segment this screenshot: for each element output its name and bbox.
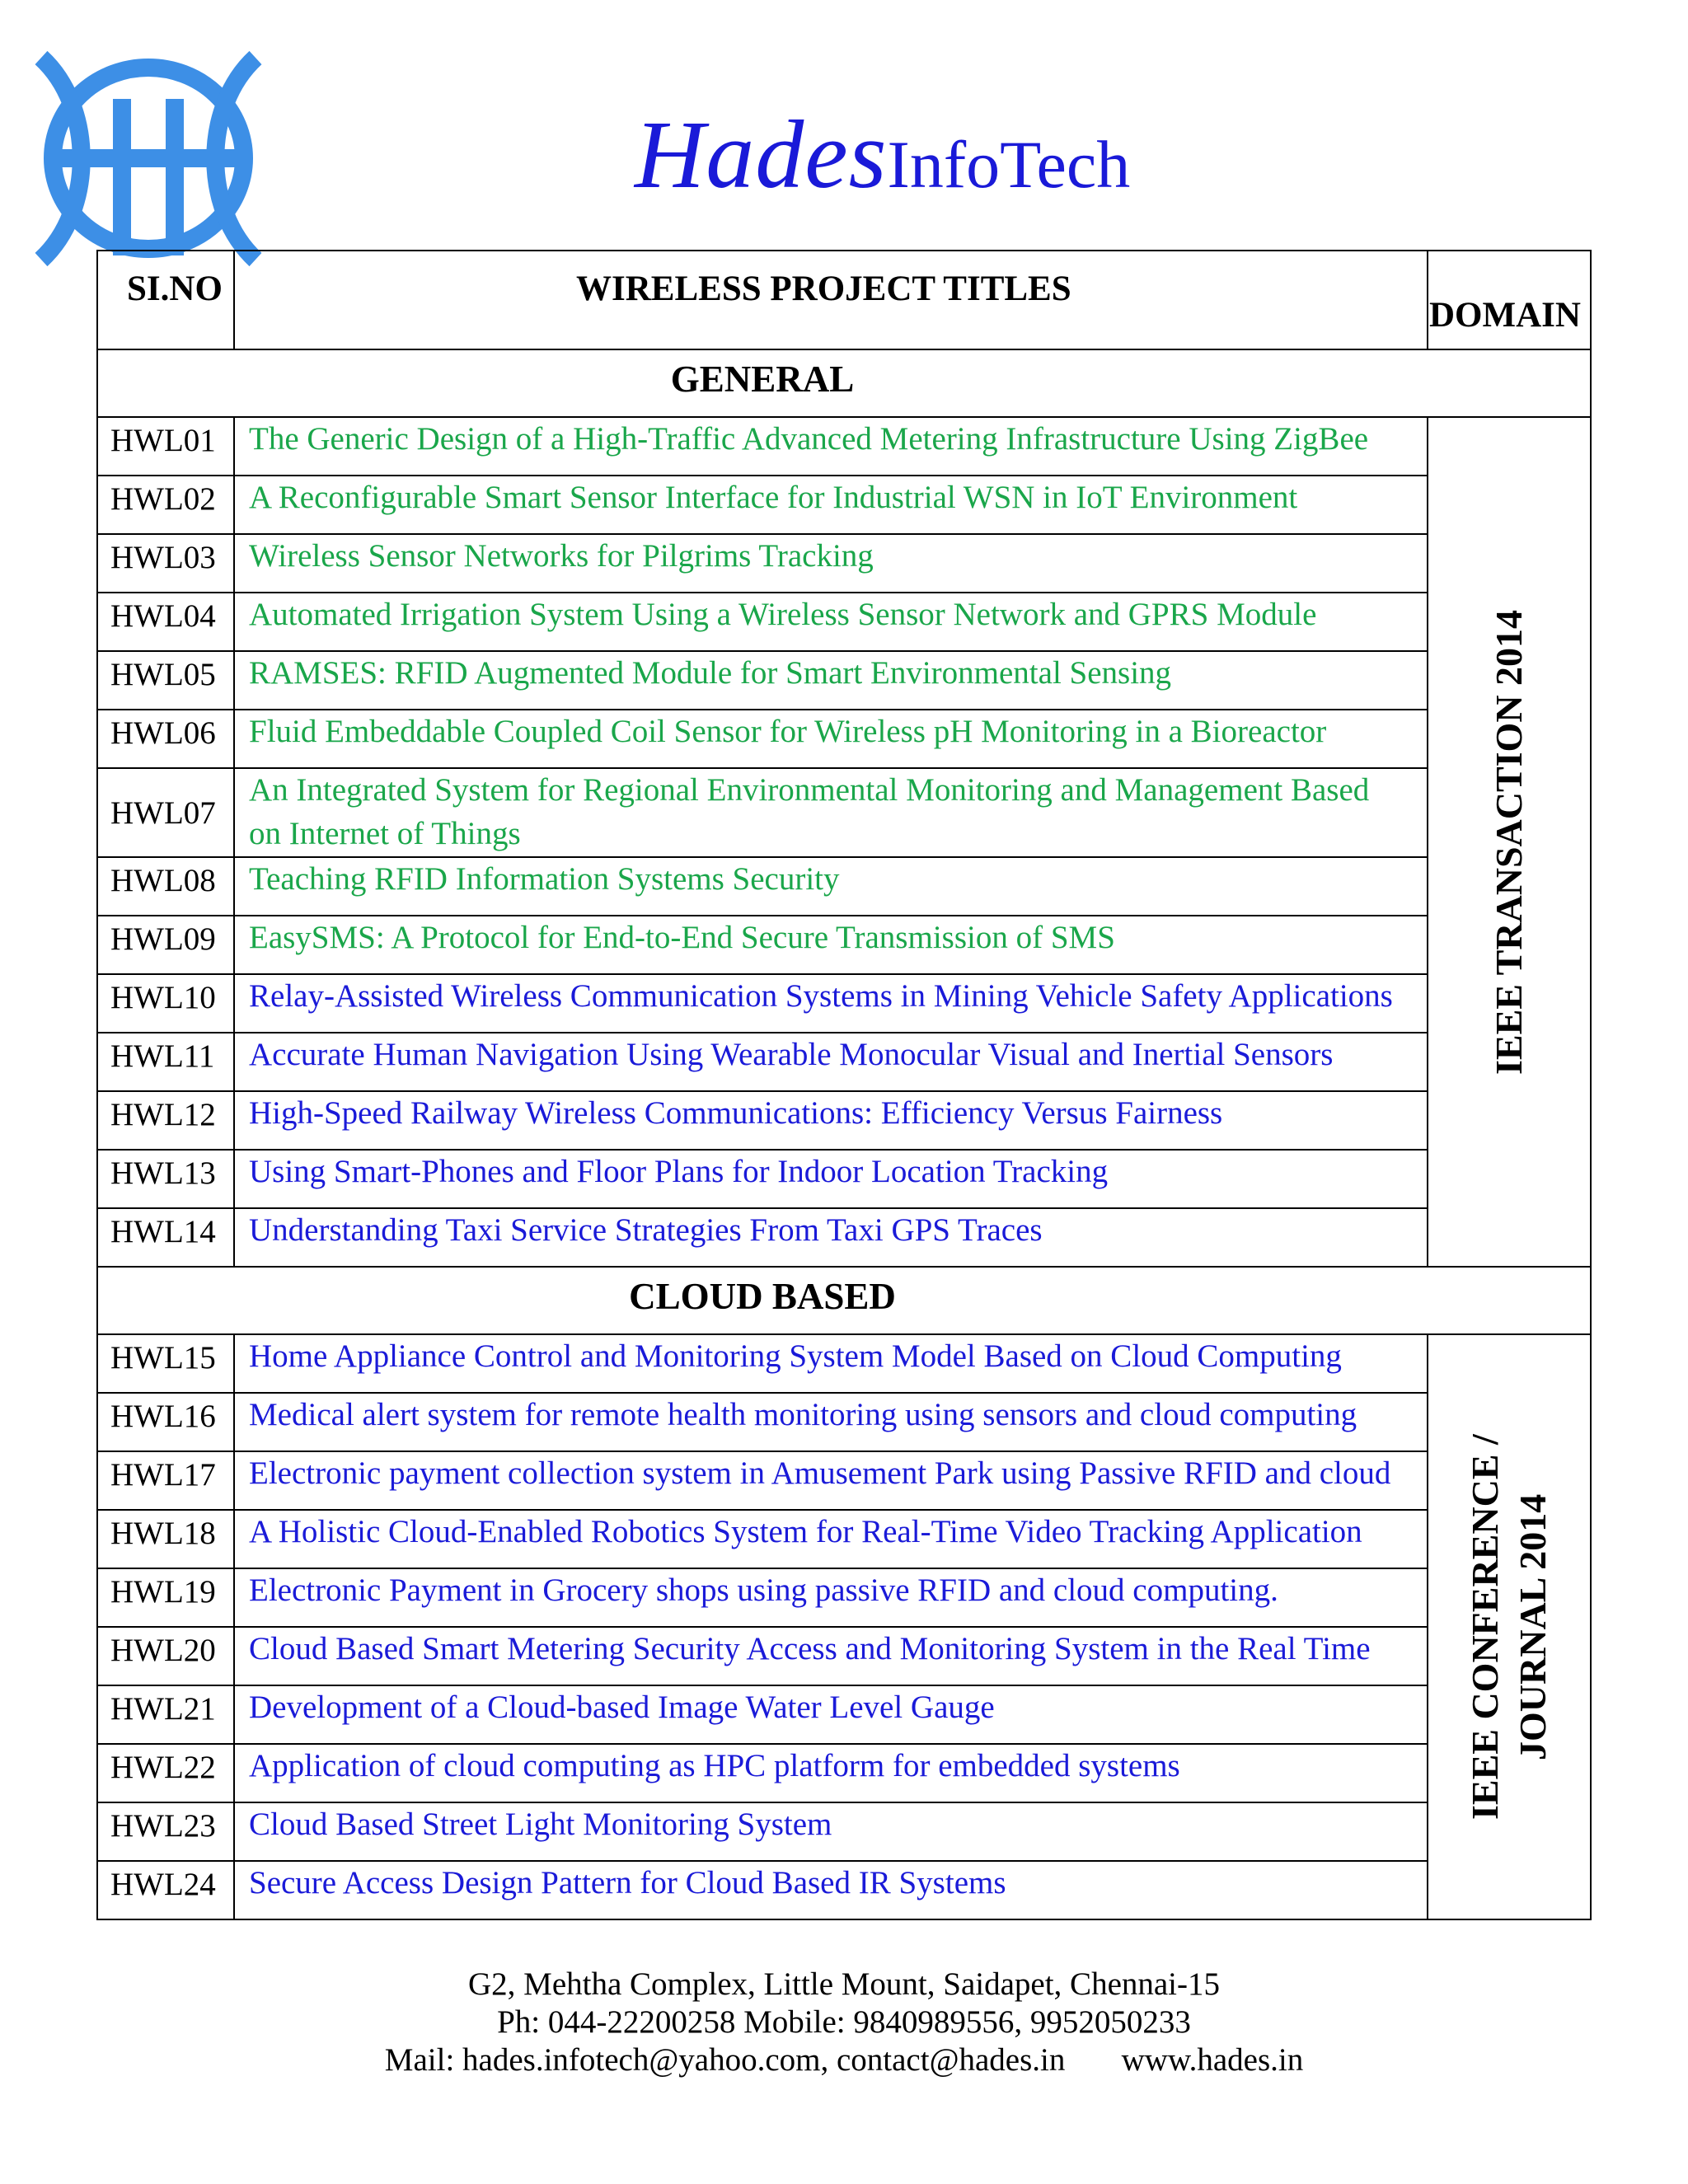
domain-label: IEEE CONFERENCE / <box>1464 1434 1506 1820</box>
domain-label: JOURNAL 2014 <box>1512 1493 1554 1760</box>
project-id: HWL22 <box>110 1750 216 1785</box>
footer-mail: Mail: hades.infotech@yahoo.com, contact@hades.in www.hades.in <box>384 2042 1304 2078</box>
project-title: The Generic Design of a High-Traffic Advanced Metering Infrastructure Using ZigBee <box>249 421 1369 457</box>
project-title: RAMSES: RFID Augmented Module for Smart Environmental Sensing <box>249 655 1172 691</box>
project-id: HWL17 <box>110 1457 216 1493</box>
project-title: Using Smart-Phones and Floor Plans for Indoor Location Tracking <box>249 1154 1109 1189</box>
project-id: HWL19 <box>110 1574 216 1610</box>
project-title: Teaching RFID Information Systems Security <box>249 861 840 897</box>
project-id: HWL04 <box>110 598 216 634</box>
hades-logo <box>33 49 264 268</box>
project-title: Medical alert system for remote health monitoring using sensors and cloud computing <box>249 1397 1357 1432</box>
section-heading: GENERAL <box>670 359 855 400</box>
domain-cell <box>1427 1333 1592 1920</box>
header-titles: WIRELESS PROJECT TITLES <box>576 269 1071 308</box>
project-id: HWL15 <box>110 1340 216 1376</box>
project-title: A Reconfigurable Smart Sensor Interface for Industrial WSN in IoT Environment <box>249 480 1298 515</box>
project-id: HWL03 <box>110 540 216 575</box>
project-title: Cloud Based Smart Metering Security Access and Monitoring System in the Real Time <box>249 1631 1371 1666</box>
project-id: HWL01 <box>110 423 216 458</box>
project-id: HWL12 <box>110 1097 216 1132</box>
domain-label: IEEE TRANSACTION 2014 <box>1488 609 1530 1075</box>
project-id: HWL13 <box>110 1155 216 1191</box>
project-id: HWL06 <box>110 715 216 751</box>
project-id: HWL02 <box>110 481 216 517</box>
project-title: Fluid Embeddable Coupled Coil Sensor for Wireless pH Monitoring in a Bioreactor <box>249 714 1327 749</box>
contact-footer <box>0 1966 1688 2079</box>
project-title: Understanding Taxi Service Strategies From Taxi GPS Traces <box>249 1212 1043 1248</box>
brand-title <box>635 99 1130 211</box>
header-sino: SI.NO <box>127 269 223 308</box>
project-id: HWL09 <box>110 921 216 957</box>
project-id: HWL16 <box>110 1399 216 1434</box>
project-id: HWL23 <box>110 1808 216 1844</box>
project-title: Cloud Based Street Light Monitoring System <box>249 1807 832 1842</box>
project-title: Application of cloud computing as HPC platform for embedded systems <box>249 1748 1180 1783</box>
project-title: High-Speed Railway Wireless Communications: Efficiency Versus Fairness <box>249 1095 1223 1131</box>
project-title: Home Appliance Control and Monitoring System Model Based on Cloud Computing <box>249 1338 1342 1374</box>
project-title: Development of a Cloud-based Image Water Level Gauge <box>249 1690 995 1725</box>
brand-name-script: Hades <box>635 101 888 209</box>
project-title: Electronic Payment in Grocery shops using passive RFID and cloud computing. <box>249 1572 1278 1608</box>
footer-phone: Ph: 044-22200258 Mobile: 9840989556, 9952050233 <box>497 2004 1191 2040</box>
footer-address: G2, Mehtha Complex, Little Mount, Saidapet, Chennai-15 <box>467 1966 1221 2002</box>
project-id: HWL14 <box>110 1214 216 1249</box>
project-title: A Holistic Cloud-Enabled Robotics System for Real-Time Video Tracking Application <box>249 1514 1362 1549</box>
project-id: HWL20 <box>110 1633 216 1668</box>
project-title: An Integrated System for Regional Environmental Monitoring and Management Based <box>249 772 1370 808</box>
project-id: HWL05 <box>110 657 216 692</box>
project-title: Electronic payment collection system in Amusement Park using Passive RFID and cloud <box>249 1455 1391 1491</box>
project-id: HWL08 <box>110 863 216 898</box>
project-id: HWL11 <box>110 1038 215 1074</box>
project-title: Secure Access Design Pattern for Cloud Based IR Systems <box>249 1865 1006 1900</box>
project-id: HWL10 <box>110 980 216 1015</box>
project-title: EasySMS: A Protocol for End-to-End Secure Transmission of SMS <box>249 920 1115 955</box>
project-title: Relay-Assisted Wireless Communication Systems in Mining Vehicle Safety Applications <box>249 978 1393 1014</box>
project-id: HWL24 <box>110 1867 216 1902</box>
project-id: HWL21 <box>110 1691 216 1727</box>
section-heading: CLOUD BASED <box>629 1276 896 1317</box>
header-domain: DOMAIN <box>1429 296 1581 335</box>
project-title: Wireless Sensor Networks for Pilgrims Tracking <box>249 538 874 574</box>
project-id: HWL18 <box>110 1516 216 1551</box>
project-titles-table <box>97 251 1591 1920</box>
project-title-continued: on Internet of Things <box>249 816 521 851</box>
brand-name-plain: InfoTech <box>887 127 1131 202</box>
project-title: Accurate Human Navigation Using Wearable Monocular Visual and Inertial Sensors <box>249 1037 1334 1072</box>
project-id: HWL07 <box>110 795 216 831</box>
project-title: Automated Irrigation System Using a Wireless Sensor Network and GPRS Module <box>249 597 1317 632</box>
